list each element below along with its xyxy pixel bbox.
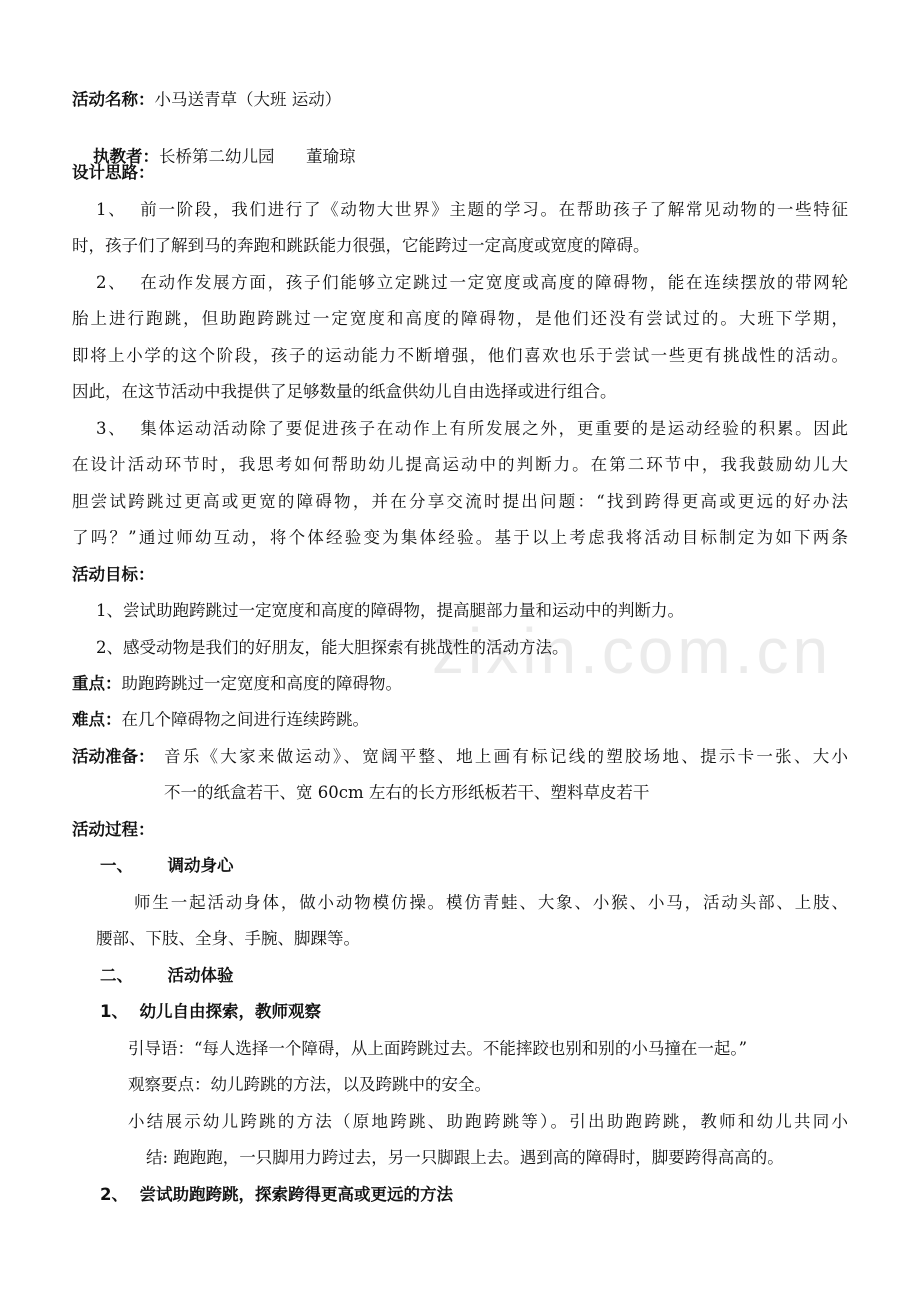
activity-name-line [72,90,341,110]
design-heading: 设计思路： [72,163,155,182]
step-2-1-title: 1、 幼儿自由探索，教师观察 [100,1002,321,1021]
step-2-title: 二、 活动体验 [100,966,234,985]
teacher-label: 执教者： [92,147,159,166]
goal-2: 2、感受动物是我们的好朋友，能大胆探索有挑战性的活动方法。 [96,638,569,657]
design-p3-line-1: 3、 集体运动活动除了要促进孩子在动作上有所发展之外，更重要的是运动经验的积累。因此 [96,419,848,438]
observe-text: 观察要点：幼儿跨跳的方法，以及跨跳中的安全。 [128,1075,491,1094]
activity-name-value: 小马送青草（大班 运动） [154,90,342,109]
difficulty-line [72,710,369,730]
design-p2-line-4: 因此，在这节活动中我提供了足够数量的纸盒供幼儿自由选择或进行组合。 [72,382,617,401]
guide-text: 引导语：“每人选择一个障碍，从上面跨跳过去。不能摔跤也别和别的小马撞在一起。” [128,1039,748,1058]
design-p3-line-2: 在设计活动环节时，我思考如何帮助幼儿提高运动中的判断力。在第二环节中，我我鼓励幼儿大 [72,455,848,474]
design-p2-line-1: 2、 在动作发展方面，孩子们能够立定跳过一定宽度或高度的障碍物，能在连续摆放的带网轮 [96,273,848,292]
step-2-2-title: 2、 尝试助跑跨跳，探索跨得更高或更远的方法 [100,1185,453,1204]
key-point-line [72,674,402,694]
prep-line-2: 不一的纸盒若干、宽 60cm 左右的长方形纸板若干、塑料草皮若干 [164,783,650,802]
design-p2-line-2: 胎上进行跑跳，但助跑跨跳过一定宽度和高度的障碍物，是他们还没有尝试过的。大班下学期， [72,309,848,328]
goal-1: 1、尝试助跑跨跳过一定宽度和高度的障碍物，提高腿部力量和运动中的判断力。 [96,601,684,620]
prep-label: 活动准备： [72,747,155,766]
difficulty-value: 在几个障碍物之间进行连续跨跳。 [121,710,369,729]
difficulty-label: 难点： [72,710,122,729]
key-point-value: 助跑跨跳过一定宽度和高度的障碍物。 [121,674,402,693]
summary-line-2: 结: 跑跑跑，一只脚用力跨过去，另一只脚跟上去。遇到高的障碍时，脚要跨得高高的。 [146,1148,784,1167]
step-1-title: 一、 调动身心 [100,856,234,875]
prep-line-1: 音乐《大家来做运动》、宽阔平整、地上画有标记线的塑胶场地、提示卡一张、大小 [164,747,848,766]
watermark: zixin.com.cn [432,615,833,687]
design-p2-line-3: 即将上小学的这个阶段，孩子的运动能力不断增强，他们喜欢也乐于尝试一些更有挑战性的活动。 [72,346,848,365]
design-p3-line-4: 了吗？”通过师幼互动，将个体经验变为集体经验。基于以上考虑我将活动目标制定为如下两条 [72,528,848,547]
design-p1-line-2: 时，孩子们了解到马的奔跑和跳跃能力很强，它能跨过一定高度或宽度的障碍。 [72,236,650,255]
process-heading: 活动过程： [72,820,155,839]
step-1-text-line-2: 腰部、下肢、全身、手腕、脚踝等。 [96,929,360,948]
summary-line-1: 小结展示幼儿跨跳的方法（原地跨跳、助跑跨跳等）。引出助跑跨跳，教师和幼儿共同小 [128,1112,848,1131]
teacher-value: 长桥第二幼儿园 董瑜琼 [158,147,356,166]
goals-heading: 活动目标： [72,565,155,584]
design-p1-line-1: 1、 前一阶段，我们进行了《动物大世界》主题的学习。在帮助孩子了解常见动物的一些特征 [96,200,848,219]
step-1-text-line-1: 师生一起活动身体，做小动物模仿操。模仿青蛙、大象、小猴、小马，活动头部、上肢、 [134,893,848,912]
activity-name-label: 活动名称： [72,90,155,109]
design-p3-line-3: 胆尝试跨跳过更高或更宽的障碍物，并在分享交流时提出问题：“找到跨得更高或更远的好办法 [72,492,848,511]
key-point-label: 重点： [72,674,122,693]
